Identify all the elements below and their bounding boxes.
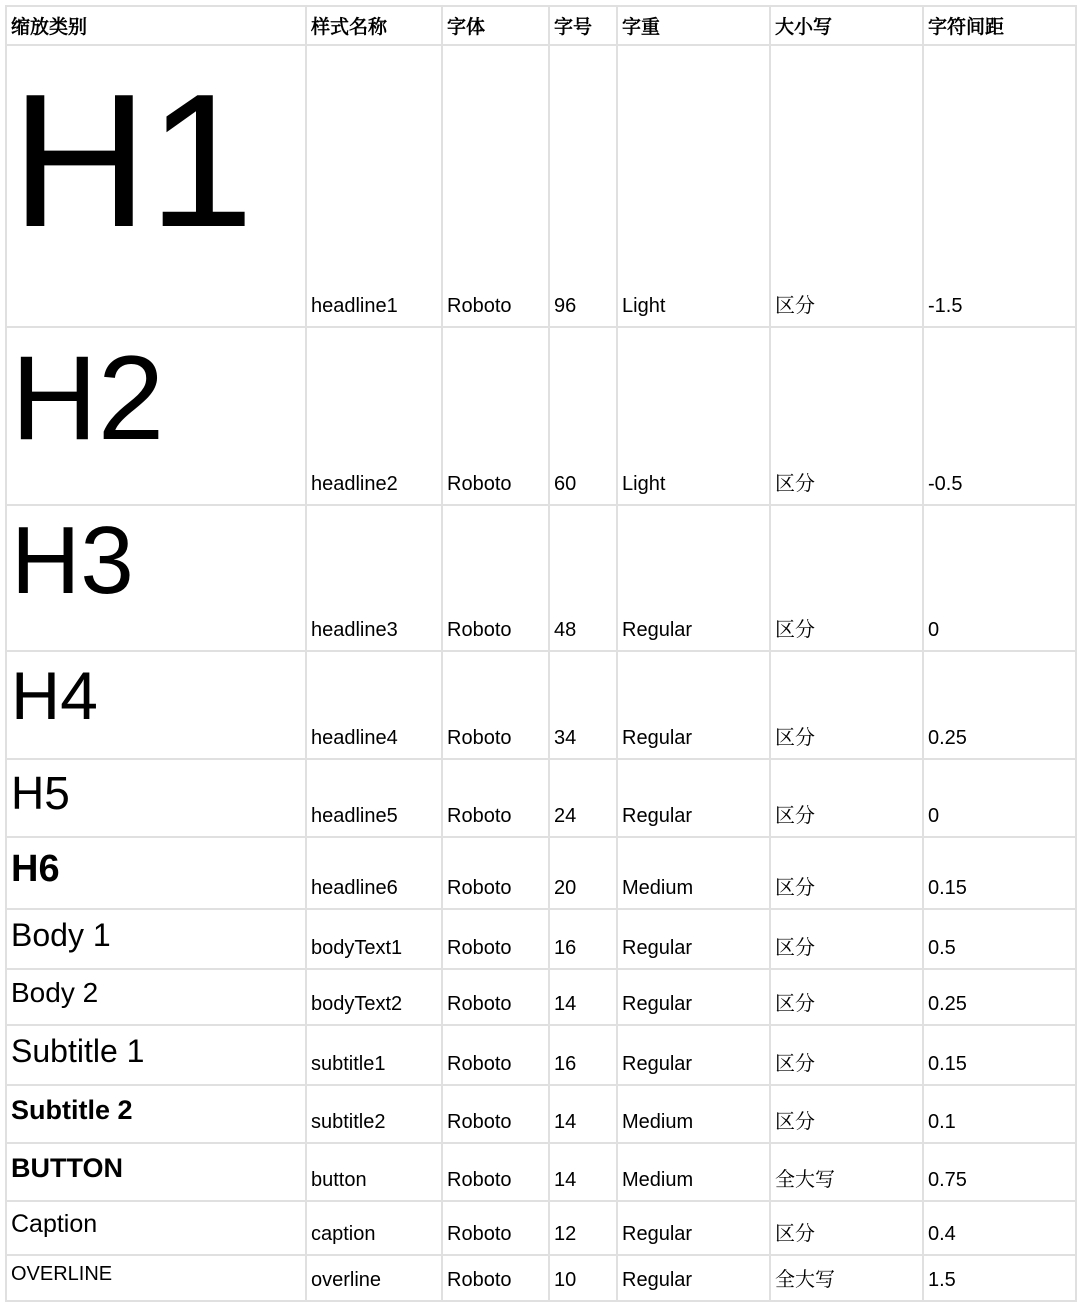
sample-cell	[6, 1255, 306, 1301]
header-font: 字体	[442, 6, 549, 45]
spacing-cell: 0.4	[923, 1201, 1076, 1255]
sample-cell	[6, 759, 306, 837]
sample-subtitle1: Subtitle 1	[11, 1033, 145, 1069]
type-scale-table	[5, 5, 1077, 1302]
sample-cell	[6, 505, 306, 651]
sample-h5: H5	[11, 767, 70, 819]
case-cell: 区分	[770, 1025, 923, 1085]
case-cell: 区分	[770, 651, 923, 759]
style-name-cell: bodyText1	[306, 909, 442, 969]
spacing-cell: -0.5	[923, 327, 1076, 505]
font-cell: Roboto	[442, 1255, 549, 1301]
spacing-cell: 0	[923, 505, 1076, 651]
sample-h3: H3	[11, 507, 134, 614]
size-cell: 96	[549, 45, 617, 327]
case-cell: 全大写	[770, 1143, 923, 1201]
font-cell: Roboto	[442, 1201, 549, 1255]
weight-cell: Regular	[617, 1025, 770, 1085]
size-cell: 48	[549, 505, 617, 651]
spacing-cell: 0	[923, 759, 1076, 837]
table-row	[6, 45, 1076, 327]
case-cell: 全大写	[770, 1255, 923, 1301]
table-row	[6, 969, 1076, 1025]
sample-button: BUTTON	[11, 1153, 123, 1183]
style-name-cell: subtitle2	[306, 1085, 442, 1143]
size-cell: 14	[549, 1143, 617, 1201]
spacing-cell: 0.5	[923, 909, 1076, 969]
case-cell: 区分	[770, 759, 923, 837]
case-cell: 区分	[770, 1085, 923, 1143]
size-cell: 24	[549, 759, 617, 837]
case-cell: 区分	[770, 969, 923, 1025]
style-name-cell: bodyText2	[306, 969, 442, 1025]
header-scale-category: 缩放类别	[6, 6, 306, 45]
font-cell: Roboto	[442, 969, 549, 1025]
sample-cell	[6, 45, 306, 327]
table-row	[6, 909, 1076, 969]
spacing-cell: 0.25	[923, 969, 1076, 1025]
sample-cell	[6, 969, 306, 1025]
case-cell: 区分	[770, 1201, 923, 1255]
weight-cell: Regular	[617, 651, 770, 759]
sample-cell	[6, 1085, 306, 1143]
spacing-cell: -1.5	[923, 45, 1076, 327]
font-cell: Roboto	[442, 1143, 549, 1201]
size-cell: 16	[549, 909, 617, 969]
sample-cell	[6, 837, 306, 909]
header-letter-spacing: 字符间距	[923, 6, 1076, 45]
table-row	[6, 327, 1076, 505]
weight-cell: Regular	[617, 1201, 770, 1255]
size-cell: 16	[549, 1025, 617, 1085]
size-cell: 20	[549, 837, 617, 909]
table-row	[6, 1143, 1076, 1201]
font-cell: Roboto	[442, 909, 549, 969]
size-cell: 60	[549, 327, 617, 505]
sample-h6: H6	[11, 848, 60, 890]
size-cell: 10	[549, 1255, 617, 1301]
style-name-cell: headline6	[306, 837, 442, 909]
font-cell: Roboto	[442, 759, 549, 837]
sample-cell	[6, 651, 306, 759]
sample-overline: OVERLINE	[11, 1263, 113, 1285]
spacing-cell: 0.1	[923, 1085, 1076, 1143]
case-cell: 区分	[770, 909, 923, 969]
spacing-cell: 0.75	[923, 1143, 1076, 1201]
style-name-cell: overline	[306, 1255, 442, 1301]
table-row	[6, 1201, 1076, 1255]
weight-cell: Medium	[617, 1143, 770, 1201]
font-cell: Roboto	[442, 505, 549, 651]
table-row	[6, 759, 1076, 837]
weight-cell: Regular	[617, 969, 770, 1025]
sample-h4: H4	[11, 658, 98, 734]
sample-subtitle2: Subtitle 2	[11, 1095, 133, 1125]
header-weight: 字重	[617, 6, 770, 45]
style-name-cell: button	[306, 1143, 442, 1201]
header-row	[6, 6, 1076, 45]
sample-body1: Body 1	[11, 917, 111, 953]
case-cell: 区分	[770, 327, 923, 505]
font-cell: Roboto	[442, 45, 549, 327]
sample-cell	[6, 909, 306, 969]
header-size: 字号	[549, 6, 617, 45]
font-cell: Roboto	[442, 651, 549, 759]
case-cell: 区分	[770, 45, 923, 327]
weight-cell: Regular	[617, 909, 770, 969]
sample-cell	[6, 1143, 306, 1201]
style-name-cell: subtitle1	[306, 1025, 442, 1085]
font-cell: Roboto	[442, 837, 549, 909]
spacing-cell: 1.5	[923, 1255, 1076, 1301]
case-cell: 区分	[770, 505, 923, 651]
sample-cell	[6, 1201, 306, 1255]
weight-cell: Light	[617, 45, 770, 327]
size-cell: 12	[549, 1201, 617, 1255]
spacing-cell: 0.25	[923, 651, 1076, 759]
size-cell: 14	[549, 969, 617, 1025]
sample-caption: Caption	[11, 1210, 98, 1238]
style-name-cell: headline2	[306, 327, 442, 505]
spacing-cell: 0.15	[923, 837, 1076, 909]
header-style-name: 样式名称	[306, 6, 442, 45]
table-row	[6, 1025, 1076, 1085]
table-row	[6, 1255, 1076, 1301]
weight-cell: Medium	[617, 1085, 770, 1143]
sample-body2: Body 2	[11, 977, 99, 1008]
weight-cell: Regular	[617, 759, 770, 837]
style-name-cell: headline4	[306, 651, 442, 759]
weight-cell: Medium	[617, 837, 770, 909]
table-row	[6, 1085, 1076, 1143]
weight-cell: Regular	[617, 505, 770, 651]
sample-cell	[6, 1025, 306, 1085]
weight-cell: Light	[617, 327, 770, 505]
style-name-cell: caption	[306, 1201, 442, 1255]
font-cell: Roboto	[442, 1085, 549, 1143]
table-row	[6, 651, 1076, 759]
font-cell: Roboto	[442, 1025, 549, 1085]
case-cell: 区分	[770, 837, 923, 909]
sample-cell	[6, 327, 306, 505]
style-name-cell: headline3	[306, 505, 442, 651]
table-row	[6, 505, 1076, 651]
style-name-cell: headline1	[306, 45, 442, 327]
sample-h1: H1	[11, 55, 254, 267]
weight-cell: Regular	[617, 1255, 770, 1301]
font-cell: Roboto	[442, 327, 549, 505]
size-cell: 14	[549, 1085, 617, 1143]
header-case: 大小写	[770, 6, 923, 45]
spacing-cell: 0.15	[923, 1025, 1076, 1085]
sample-h2: H2	[11, 331, 165, 465]
style-name-cell: headline5	[306, 759, 442, 837]
size-cell: 34	[549, 651, 617, 759]
table-row	[6, 837, 1076, 909]
